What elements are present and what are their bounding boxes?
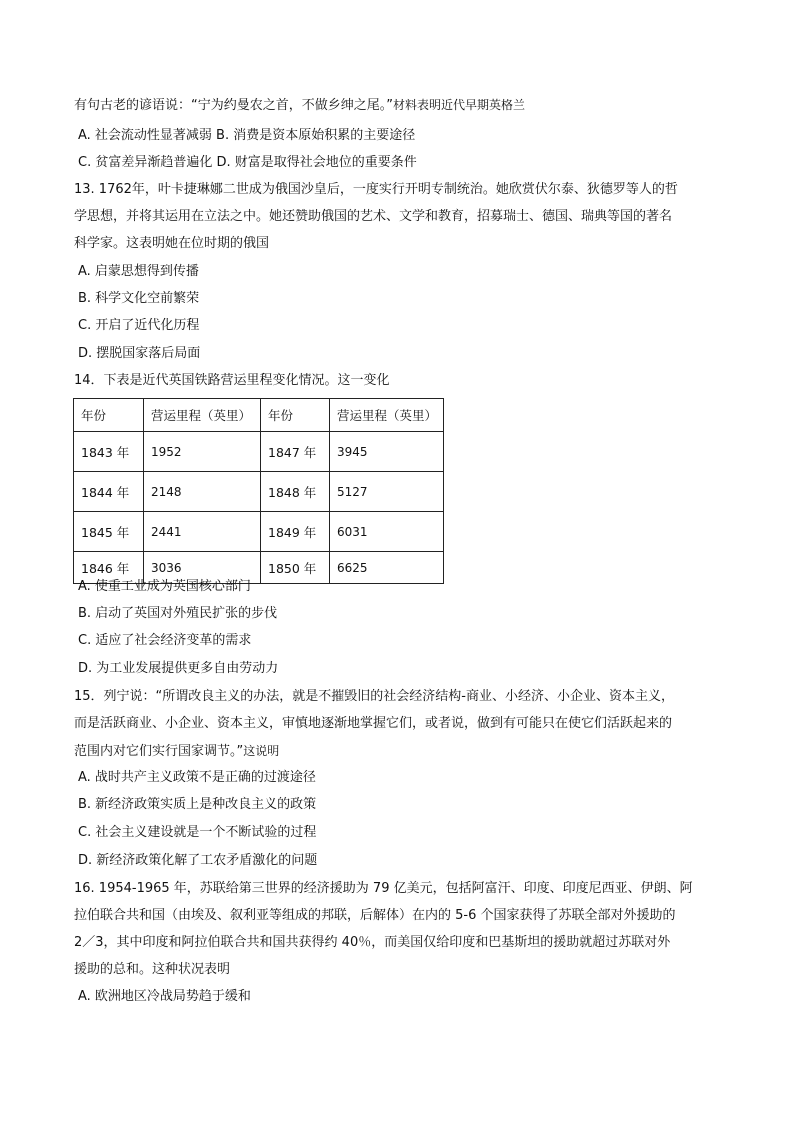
intro-stem-tail: 材料表明近代早期英格兰	[392, 98, 525, 112]
table-cell: 1843 年	[74, 432, 144, 472]
intro-stem-text: 有句古老的谚语说：“宁为约曼农之首，不做乡绅之尾。”	[74, 98, 393, 113]
table-cell: 1849 年	[261, 512, 330, 552]
q15-stem-line-3	[74, 743, 279, 760]
q13-stem-line-1: 13. 1762年，叶卡捷琳娜二世成为俄国沙皇后，一度实行开明专制统治。她欣赏伏尔泰、狄德罗等人的哲	[74, 182, 678, 197]
table-header-cell: 年份	[261, 399, 330, 432]
q16-stem-line-4: 援助的总和。这种状况表明	[74, 962, 231, 977]
table-cell: 2441	[144, 512, 261, 552]
q13-option-d: D. 摆脱国家落后局面	[78, 346, 201, 361]
q14-option-c: C. 适应了社会经济变革的需求	[78, 633, 252, 648]
q15-option-c: C. 社会主义建设就是一个不断试验的过程	[78, 825, 317, 840]
table-cell: 1845 年	[74, 512, 144, 552]
q13-option-a: A. 启蒙思想得到传播	[78, 264, 199, 279]
table-cell: 1847 年	[261, 432, 330, 472]
table-cell: 1846 年	[74, 552, 144, 584]
table-cell: 6625	[330, 552, 444, 584]
railway-mileage-table	[73, 398, 444, 584]
q16-stem-line-2: 拉伯联合共和国（由埃及、叙利亚等组成的邦联，后解体）在内的 5-6 个国家获得了苏联全部对外援助的	[74, 908, 676, 923]
table-row	[74, 512, 444, 552]
q14-option-b: B. 启动了英国对外殖民扩张的步伐	[78, 606, 278, 621]
q16-stem-line-3: 2／3，其中印度和阿拉伯联合共和国共获得约 40％，而美国仅给印度和巴基斯坦的援助就超过苏联对外	[74, 935, 671, 950]
table-header-row	[74, 399, 444, 432]
table-cell: 3036	[144, 552, 261, 584]
q15-option-b: B. 新经济政策实质上是种改良主义的政策	[78, 797, 317, 812]
table-cell: 1848 年	[261, 472, 330, 512]
q13-option-b: B. 科学文化空前繁荣	[78, 291, 200, 306]
q13-stem-line-2: 学思想，并将其运用在立法之中。她还赞助俄国的艺术、文学和教育，招募瑞士、德国、瑞典等国的著名	[74, 209, 673, 224]
q15-stem-quote-end: 范围内对它们实行国家调节。”	[74, 744, 244, 759]
q15-stem-line-1: 15．列宁说：“所谓改良主义的办法，就是不摧毁旧的社会经济结构-商业、小经济、小企业、资本主义，	[74, 689, 674, 704]
q14-option-d: D. 为工业发展提供更多自由劳动力	[78, 661, 279, 676]
table-row	[74, 432, 444, 472]
q15-stem-line-2: 而是活跃商业、小企业、资本主义，审慎地逐渐地掌握它们，或者说，做到有可能只在使它们活跃起来的	[74, 716, 673, 731]
table-header-cell: 营运里程（英里）	[330, 399, 444, 432]
table-cell: 2148	[144, 472, 261, 512]
q14-option-a: A. 使重工业成为英国核心部门	[78, 579, 251, 594]
table-cell: 6031	[330, 512, 444, 552]
q15-stem-tail: 这说明	[243, 744, 280, 758]
q16-option-a: A. 欧洲地区冷战局势趋于缓和	[78, 989, 251, 1004]
table-header-cell: 营运里程（英里）	[144, 399, 261, 432]
table-cell: 3945	[330, 432, 444, 472]
table-cell: 1844 年	[74, 472, 144, 512]
intro-stem	[74, 97, 525, 114]
q15-option-d: D. 新经济政策化解了工农矛盾激化的问题	[78, 853, 318, 868]
table-row	[74, 472, 444, 512]
q16-stem-line-1: 16. 1954-1965 年，苏联给第三世界的经济援助为 79 亿美元，包括阿富汗、印度、印度尼西亚、伊朗、阿	[74, 881, 693, 896]
q14-stem: 14．下表是近代英国铁路营运里程变化情况。这一变化	[74, 373, 390, 388]
table-cell: 1952	[144, 432, 261, 472]
intro-options-ab: A. 社会流动性显著减弱 B. 消费是资本原始积累的主要途径	[78, 128, 416, 143]
table-header-cell: 年份	[74, 399, 144, 432]
q13-stem-line-3: 科学家。这表明她在位时期的俄国	[74, 236, 270, 251]
table-cell: 1850 年	[261, 552, 330, 584]
q15-option-a: A. 战时共产主义政策不是正确的过渡途径	[78, 770, 316, 785]
q13-option-c: C. 开启了近代化历程	[78, 318, 200, 333]
table-cell: 5127	[330, 472, 444, 512]
intro-options-cd: C. 贫富差异渐趋普遍化 D. 财富是取得社会地位的重要条件	[78, 155, 417, 170]
